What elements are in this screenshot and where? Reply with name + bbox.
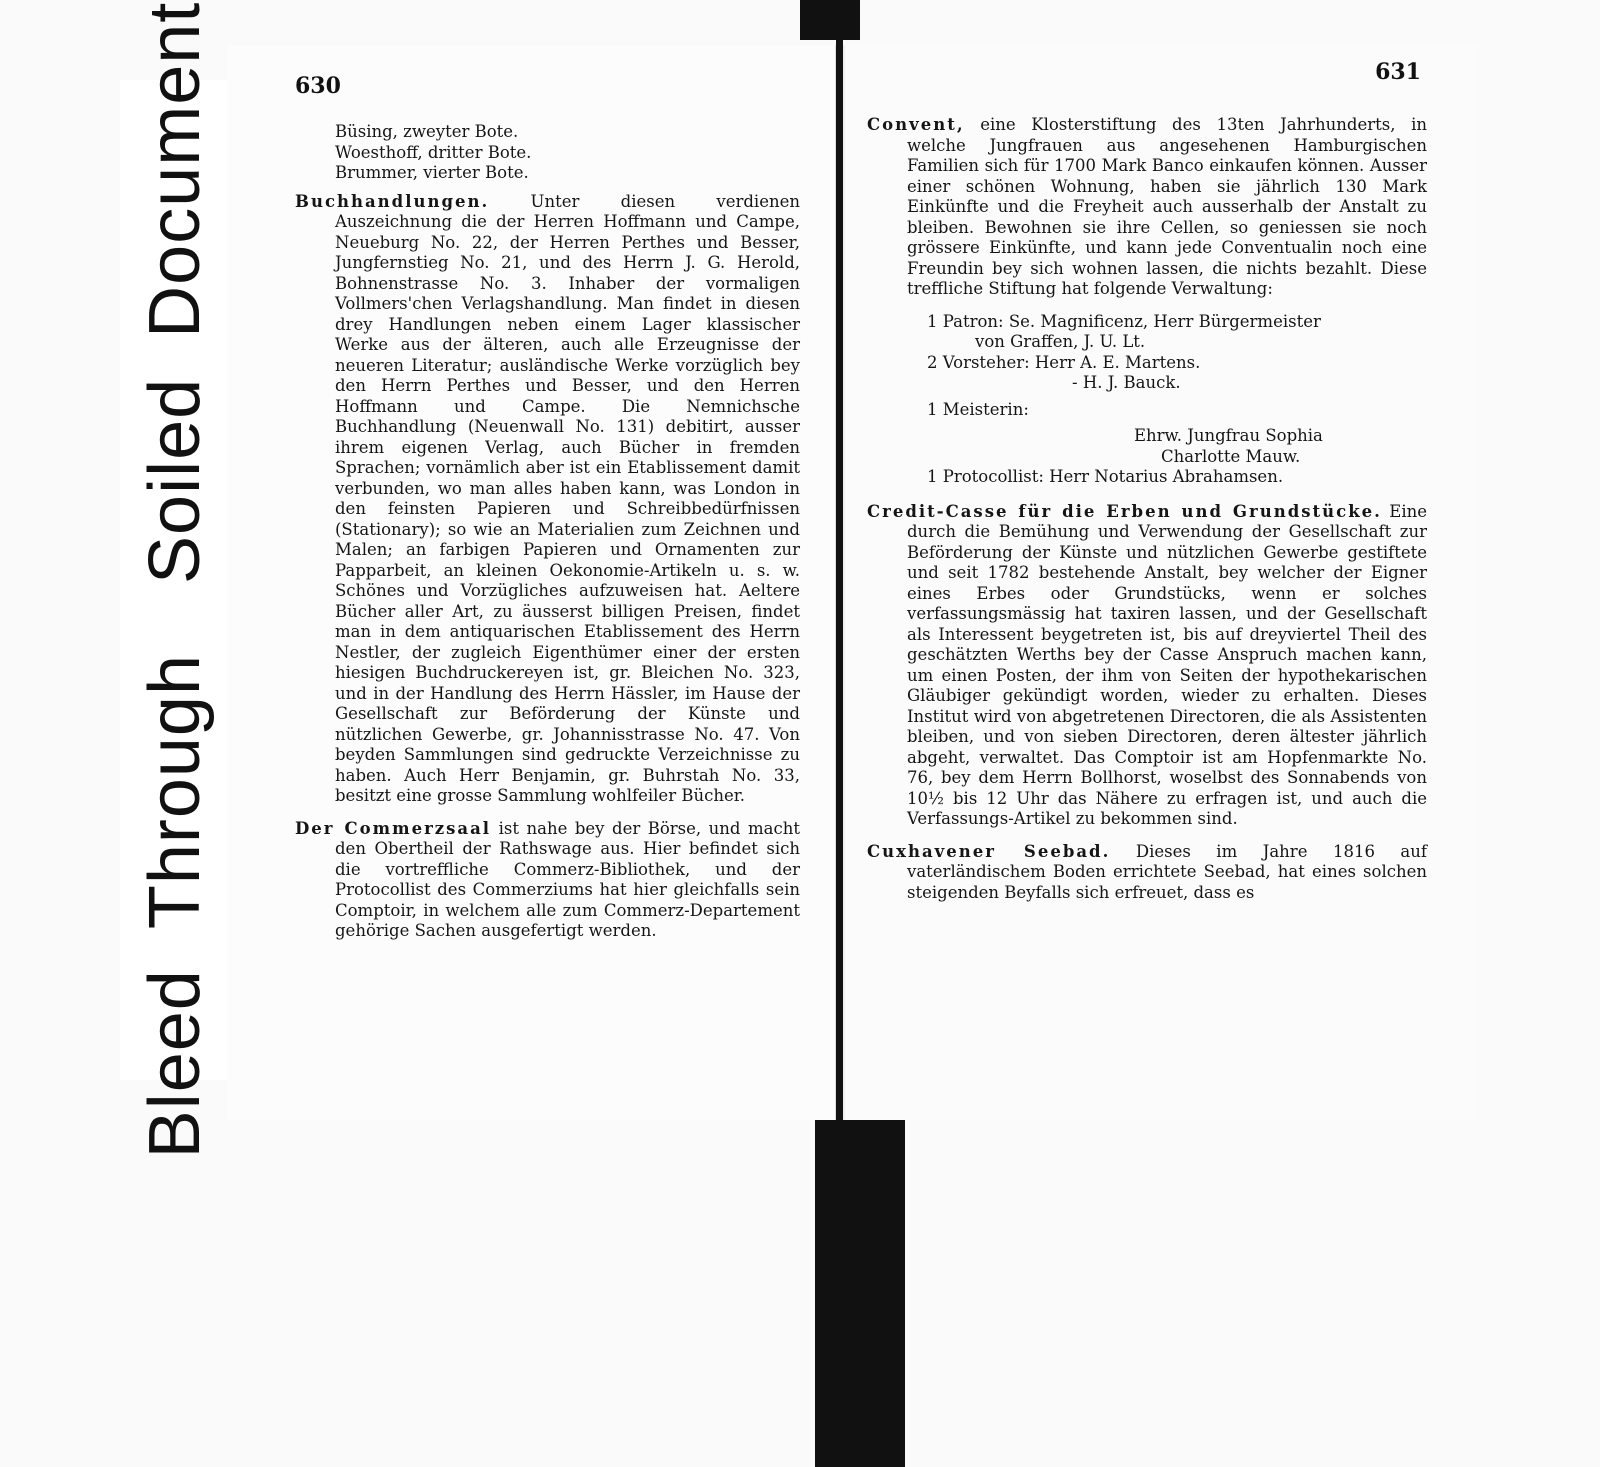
list-item: Büsing, zweyter Bote. bbox=[335, 122, 519, 141]
right-page bbox=[845, 45, 1477, 1120]
entry-body: Unter diesen verdienen Auszeichnung die der Herren Hoffmann und Campe, Neueburg No. 22, der Herren Perthes und Besser, Jungfernstieg No. 21, und des Herrn J. G. Herold, Bohnenstrasse No. 3. Inhaber der vormaligen Vollmers'chen Verlagshandlung. Man findet in diesen drey Handlungen neben einem Lager klassischer Werke aus der älteren, auch alle Erzeugnisse der neueren Literatur; ausländische Werke vorzüglich bey den Herrn Perthes und Besser, und den Herren Hoffmann und Campe. Die Nemnichsche Buchhandlung (Neuenwall No. 131) debitirt, ausser ihrem eigenen Verlag, auch Bücher in fremden Sprachen; vornämlich aber ist ein Etablissement damit verbunden, wo man alles haben kann, was London in den feinsten Papieren und Schreibbedürfnissen (Stationary); so wie an Materialien zum Zeichnen und Malen; an farbigen Papieren und Ornamenten zur Papparbeit, an kleinen Oekonomie-Artikeln u. s. w. Schönes und Vorzügliches aufzuweisen hat. Aeltere Bücher aller Art, zu äusserst billigen Preisen, findet man in dem antiquarischen Etablissement des Herrn Nestler, der zugleich Eigenthümer einer der ersten hiesigen Buchdruckereyen ist, gr. Bleichen No. 323, und in der Handlung des Herrn Hässler, im Hause der Gesellschaft zur Beförderung der Künste und nützlichen Gewerbe, gr. Johannisstrasse No. 47. Von beyden Sammlungen sind gedruckte Verzeichnisse zu haben. Auch Herr Benjamin, gr. Buhrstah No. 33, besitzt eine grosse Sammlung wohlfeiler Bücher. bbox=[335, 191, 800, 805]
entry-heading: Buchhandlungen. bbox=[295, 191, 490, 211]
admin-line: 2 Vorsteher: Herr A. E. Martens. bbox=[927, 352, 1201, 372]
binding-clip-bottom bbox=[815, 1120, 905, 1467]
entry-credit-casse bbox=[867, 502, 1427, 830]
entry-heading: Der Commerzsaal bbox=[295, 818, 492, 838]
stamp-text bbox=[134, 2, 216, 1159]
left-page-number: 630 bbox=[295, 73, 341, 99]
stamp-word-soiled: Soiled bbox=[135, 377, 215, 584]
admin-line: von Graffen, J. U. Lt. bbox=[975, 332, 1146, 351]
stamp-word-bleed: Bleed bbox=[135, 969, 215, 1159]
entry-cuxhaven bbox=[867, 842, 1427, 904]
right-page-number: 631 bbox=[1375, 59, 1421, 85]
entry-heading: Cuxhavener Seebad. bbox=[867, 841, 1111, 861]
admin-line: - H. J. Bauck. bbox=[1072, 373, 1181, 392]
stamp-word-through: Through bbox=[135, 653, 215, 930]
stamp-label bbox=[120, 1, 230, 1159]
stamp-word-document: Document bbox=[135, 1, 215, 338]
left-page bbox=[227, 45, 837, 1120]
list-item: Brummer, vierter Bote. bbox=[335, 163, 529, 182]
entry-heading: Credit-Casse für die Erben und Grundstücke. bbox=[867, 501, 1382, 521]
entry-buchhandlungen bbox=[295, 192, 800, 807]
admin-line: 1 Patron: Se. Magnificenz, Herr Bürgermeister bbox=[927, 311, 1321, 331]
administration-list bbox=[927, 312, 1427, 488]
entry-body: Eine durch die Bemühung und Verwendung der Gesellschaft zur Beförderung der Künste und nützlichen Gewerbe gestiftete und seit 1782 bestehende Anstalt, bey welcher der Eigner eines Erbes oder Grundstücks, wenn er solches verfassungsmässig hat taxiren lassen, und der Gesellschaft als Interessent beygetreten ist, bis auf dreyviertel Theil des geschätzten Werths bey der Casse Anspruch machen kann, um einen Posten, der ihm von Seiten der hypothekarischen Gläubiger gekündigt worden, wieder zu erhalten. Dieses Institut wird von abgetretenen Directoren, die als Assistenten bleiben, und von sieben Directoren, deren ältester jährlich abgeht, verwaltet. Das Comptoir ist am Hopfenmarkte No. 76, bey dem Herrn Bollhorst, woselbst des Sonnabends von 10½ bis 12 Uhr das Nähere zu erfragen ist, und auch die Verfassungs-Artikel zu bekommen sind. bbox=[907, 501, 1427, 828]
list-item: Woesthoff, dritter Bote. bbox=[335, 142, 532, 162]
admin-line: 1 Meisterin: bbox=[927, 399, 1029, 419]
entry-heading: Convent, bbox=[867, 115, 965, 134]
book-gutter bbox=[836, 40, 843, 1120]
admin-line: Ehrw. Jungfrau Sophia bbox=[1134, 426, 1323, 445]
admin-line: 1 Protocollist: Herr Notarius Abrahamsen. bbox=[927, 467, 1284, 486]
entry-body: eine Klosterstiftung des 13ten Jahrhunderts, in welche Jungfrauen aus angesehenen Hamburgischen Familien sich für 1700 Mark Banco einkaufen können. Ausser einer schönen Wohnung, haben sie jährlich 130 Mark Einkünfte und die Freyheit auch ausserhalb der Anstalt zu bleiben. Bewohnen sie ihre Cellen, so geniessen sie noch grössere Einkünfte, und kann jede Conventualin noch eine Freundin bey sich wohnen lassen, die nichts bezahlt. Diese treffliche Stiftung hat folgende Verwaltung: bbox=[907, 115, 1427, 298]
entry-body: Dieses im Jahre 1816 auf vaterländischem Boden errichtete Seebad, hat eines solchen steigenden Beyfalls sich erfreuet, dass es bbox=[907, 841, 1427, 902]
entry-body: ist nahe bey der Börse, und macht den Obertheil der Rathswage aus. Hier befindet sich die vortreffliche Commerz-Bibliothek, und der Protocollist des Commerziums hat hier gleichfalls sein Comptoir, in welchem alle zum Commerz-Departement gehörige Sachen ausgefertigt werden. bbox=[335, 818, 800, 940]
right-page-text bbox=[867, 115, 1427, 915]
entry-commerzsaal bbox=[295, 819, 800, 942]
entry-convent bbox=[867, 115, 1427, 300]
binding-clip-top bbox=[800, 0, 860, 40]
messenger-list bbox=[295, 122, 800, 184]
left-page-text bbox=[295, 122, 800, 954]
admin-line: Charlotte Mauw. bbox=[1161, 446, 1301, 466]
book-spread bbox=[227, 45, 1477, 1120]
